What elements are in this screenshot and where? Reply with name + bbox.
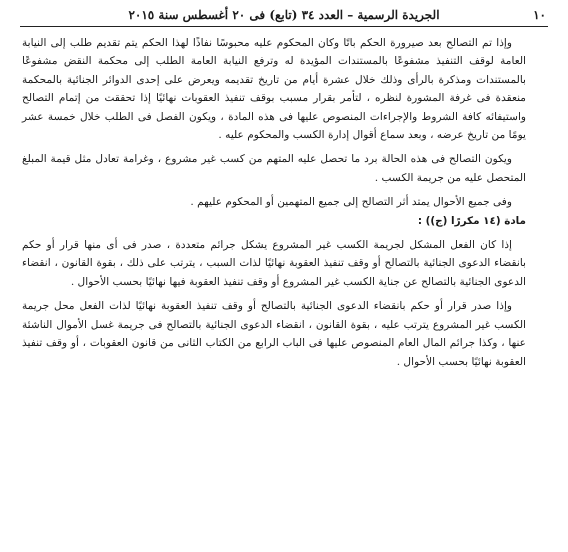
paragraph: وإذا تم التصالح بعد صيرورة الحكم باتًا وكان المحكوم عليه محبوسًا نفاذًا لهذا الحكم يتم تقديم طلب إلى النيابة العامة لوقف التنفيذ مشفوعًا بالمستندات المؤيدة له وترفع النيابة العامة الطلب إلى محكمة النقض مشفوعًا بالمستندات ومذكرة بالرأى وذلك خلال عشرة أيام من تاريخ تقديمه ويعرض على إحدى الدوائر الجنائية بالمحكمة منعقدة فى غرفة المشورة لنظره ، لتأمر بقرار مسبب بوقف تنفيذ العقوبات نهائيًا إذا تحققت من إتمام التصالح واستيفائه كافة الشروط والإجراءات المنصوص عليها فى هذه المادة ، ويكون الفصل فى الطلب خلال خمسة عشر يومًا من تاريخ عرضه ، وبعد سماع أقوال إدارة الكسب والمحكوم عليه . (22, 37, 526, 142)
page-header (20, 6, 548, 27)
page-number: ١٠ (533, 8, 546, 22)
paragraph: ويكون التصالح فى هذه الحالة برد ما تحصل عليه المتهم من كسب غير مشروع ، وغرامة تعادل مثل قيمة المبلغ المتحصل عليه من جريمة الكسب . (22, 153, 526, 184)
paragraph: إذا كان الفعل المشكل لجريمة الكسب غير المشروع يشكل جرائم متعددة ، صدر فى أى منها قرار أو حكم بانقضاء الدعوى الجنائية بالتصالح أو وقف تنفيذ العقوبة نهائيًا لذات السبب ، يترتب على ذلك ، بقوة القانون ، انقضاء الدعوى الجنائية بالتصالح عن جناية الكسب غير المشروع أو وقف تنفيذ العقوبة فيها نهائيًا بحسب الأحوال . (22, 239, 526, 288)
paragraph: وفى جميع الأحوال يمتد أثر التصالح إلى جميع المتهمين أو المحكوم عليهم . (190, 196, 512, 209)
gazette-title: الجريدة الرسمية – العدد ٣٤ (تابع) فى ٢٠ أغسطس سنة ٢٠١٥ (128, 8, 440, 22)
paragraph: وإذا صدر قرار أو حكم بانقضاء الدعوى الجنائية بالتصالح أو وقف تنفيذ العقوبة نهائيًا لذات الفعل محل جريمة الكسب غير المشروع يترتب عليه ، بقوة القانون ، انقضاء الدعوى الجنائية بالتصالح فى جريمة غسل الأموال الناشئة عنها ، وكذا جرائم المال العام المنصوص عليها فى الباب الرابع من الكتاب الثانى من قانون العقوبات ، أو وقف تنفيذ العقوبة نهائيًا بحسب الأحوال . (22, 300, 526, 368)
article-heading: مادة (١٤ مكررًا (ج)) : (417, 214, 526, 227)
document-body (22, 34, 526, 371)
